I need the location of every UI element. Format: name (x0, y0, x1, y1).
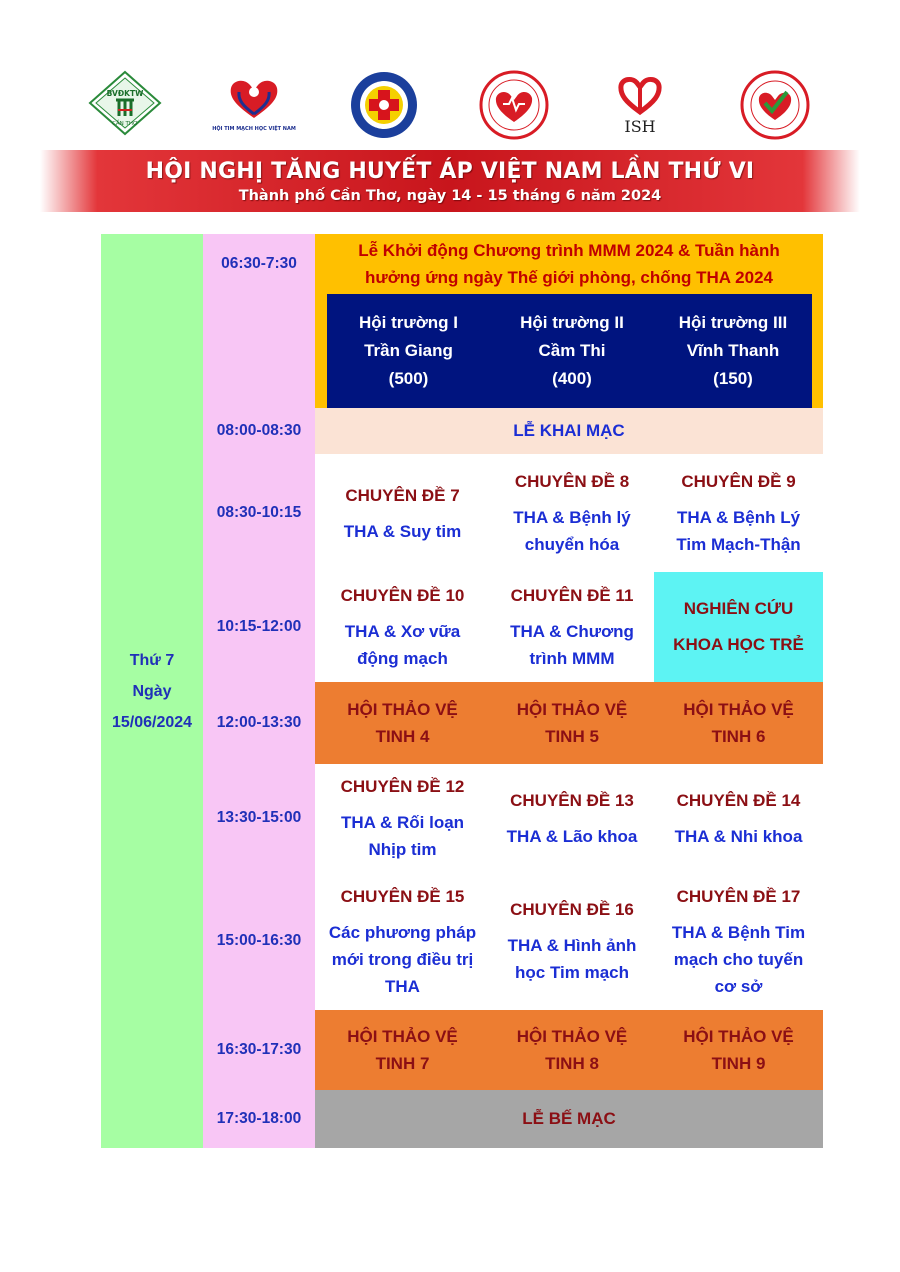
workshop-6-line2: TINH 6 (711, 727, 766, 746)
hall-1-location: Trần Giang (364, 341, 453, 360)
session-15-topic-line3: THA (385, 976, 420, 996)
hall-header-3 (654, 294, 812, 408)
session-16 (490, 872, 654, 1010)
session-9-title: CHUYÊN ĐỀ 9 (681, 472, 796, 491)
session-11-topic-line1: THA & Chương (510, 622, 634, 641)
conference-title: HỘI NGHỊ TĂNG HUYẾT ÁP VIỆT NAM LẦN THỨ VI (145, 159, 755, 184)
hall-2-capacity: (400) (552, 369, 592, 388)
session-9-topic-line1: THA & Bệnh Lý (676, 508, 801, 527)
bvdktw-can-tho-logo (88, 70, 162, 136)
session-12-topic-line1: THA & Rối loạn (340, 813, 465, 832)
hall-header-2 (490, 294, 654, 408)
workshop-5-line2: TINH 5 (545, 727, 599, 746)
hall-3-capacity: (150) (713, 369, 753, 388)
satellite-workshop-4 (315, 682, 490, 764)
hall-2-location: Cầm Thi (538, 341, 606, 360)
session-11-topic-line2: trình MMM (529, 649, 615, 668)
session-16-topic-line2: học Tim mạch (515, 963, 629, 982)
session-10-topic-line1: THA & Xơ vữa (344, 622, 461, 641)
time-slot-1: 06:30-7:30 (221, 255, 297, 272)
session-12 (315, 764, 490, 872)
session-8-title: CHUYÊN ĐỀ 8 (514, 472, 630, 491)
session-8-topic-line2: chuyển hóa (524, 535, 620, 554)
session-15-title: CHUYÊN ĐỀ 15 (340, 886, 465, 906)
svg-text:ISH: ISH (624, 117, 656, 136)
session-13-topic: THA & Lão khoa (506, 826, 638, 846)
workshop-9-line1: HỘI THẢO VỆ (683, 1027, 794, 1046)
workshop-5-line1: HỘI THẢO VỆ (516, 700, 628, 719)
hoi-tim-mach-hoc-logo (212, 70, 296, 136)
satellite-workshop-9 (654, 1010, 823, 1090)
session-10-topic-line2: động mạch (357, 649, 448, 668)
workshop-7-line2: TINH 7 (375, 1054, 430, 1073)
session-11-title: CHUYÊN ĐỀ 11 (510, 586, 634, 605)
workshop-9-line2: TINH 9 (711, 1054, 766, 1073)
time-slot-8: 16:30-17:30 (216, 1041, 302, 1058)
session-17-topic-line2: mạch cho tuyến (673, 949, 804, 969)
session-13-title: CHUYÊN ĐỀ 13 (510, 790, 634, 810)
hall-3-location: Vĩnh Thanh (686, 341, 780, 360)
conference-banner (40, 150, 860, 212)
satellite-workshop-6 (654, 682, 823, 764)
session-15 (315, 872, 490, 1010)
closing-ceremony: LỄ BẾ MẠC (315, 1090, 823, 1148)
session-8 (490, 454, 654, 572)
session-17-topic-line1: THA & Bệnh Tim (671, 922, 806, 942)
satellite-workshop-5 (490, 682, 654, 764)
session-10 (315, 572, 490, 682)
session-9 (654, 454, 823, 572)
session-11 (490, 572, 654, 682)
satellite-workshop-8 (490, 1010, 654, 1090)
workshop-4-line2: TINH 4 (375, 727, 430, 746)
hoi-tang-huyet-ap-logo (477, 70, 551, 140)
time-slot-7: 15:00-16:30 (216, 932, 302, 949)
workshop-7-line1: HỘI THẢO VỆ (347, 1027, 458, 1046)
workshop-8-line1: HỘI THẢO VỆ (516, 1027, 628, 1046)
mmm-event-line1: Lễ Khởi động Chương trình MMM 2024 & Tuần hành (358, 241, 780, 260)
day-label: Ngày (132, 682, 172, 700)
mmm-event-line2: hưởng ứng ngày Thế giới phòng, chống THA 2024 (365, 268, 773, 287)
day-cell (101, 234, 203, 1148)
hall-3-name: Hội trường III (678, 313, 788, 332)
hoi-tim-mach-can-tho-logo (738, 70, 812, 140)
session-17 (654, 872, 823, 1010)
session-12-topic-line2: Nhịp tim (368, 840, 437, 859)
session-17-topic-line3: cơ sở (714, 976, 763, 996)
svg-text:CẦN THƠ: CẦN THƠ (112, 121, 138, 127)
time-slot-6: 13:30-15:00 (216, 809, 302, 826)
opening-ceremony: LỄ KHAI MẠC (315, 408, 823, 454)
hall-2-name: Hội trường II (520, 313, 624, 332)
session-14 (654, 764, 823, 872)
session-8-topic-line1: THA & Bệnh lý (513, 508, 631, 527)
session-13 (490, 764, 654, 872)
dai-hoc-y-duoc-can-tho-logo (347, 70, 421, 140)
workshop-6-line1: HỘI THẢO VỆ (683, 700, 794, 719)
svg-text:BVĐKTW: BVĐKTW (106, 89, 144, 98)
time-slot-4: 10:15-12:00 (216, 618, 302, 635)
time-slot-5: 12:00-13:30 (216, 714, 302, 731)
mmm-event-text (315, 234, 823, 294)
session-9-topic-line2: Tim Mạch-Thận (676, 535, 801, 554)
workshop-4-line1: HỘI THẢO VỆ (347, 700, 458, 719)
session-10-title: CHUYÊN ĐỀ 10 (340, 586, 465, 605)
day-weekday: Thứ 7 (129, 651, 175, 669)
young-research-line2: KHOA HỌC TRẺ (673, 635, 804, 654)
time-slot-2: 08:00-08:30 (216, 422, 302, 439)
young-research-session (654, 572, 823, 682)
hall-1-name: Hội trường I (359, 313, 458, 332)
session-7-topic: THA & Suy tim (343, 521, 462, 541)
session-12-title: CHUYÊN ĐỀ 12 (340, 777, 465, 796)
session-15-topic-line1: Các phương pháp (328, 922, 477, 942)
logo-row (0, 70, 900, 145)
session-14-title: CHUYÊN ĐỀ 14 (676, 790, 801, 810)
session-15-topic-line2: mới trong điều trị (331, 949, 474, 969)
hall-header-1 (327, 294, 490, 408)
conference-subtitle: Thành phố Cần Thơ, ngày 14 - 15 tháng 6 năm 2024 (238, 188, 662, 204)
svg-text:HỘI TIM MẠCH HỌC VIỆT NAM: HỘI TIM MẠCH HỌC VIỆT NAM (212, 126, 296, 132)
session-7-title: CHUYÊN ĐỀ 7 (345, 485, 460, 505)
time-slot-3: 08:30-10:15 (216, 504, 302, 521)
session-16-title: CHUYÊN ĐỀ 16 (510, 900, 634, 919)
session-17-title: CHUYÊN ĐỀ 17 (676, 886, 801, 906)
hall-1-capacity: (500) (388, 369, 429, 388)
workshop-8-line2: TINH 8 (545, 1054, 599, 1073)
day-date: 15/06/2024 (111, 713, 193, 731)
session-14-topic: THA & Nhi khoa (674, 826, 803, 846)
session-7 (315, 454, 490, 572)
young-research-line1: NGHIÊN CỨU (683, 599, 794, 618)
schedule-table (101, 234, 823, 1148)
session-16-topic-line1: THA & Hình ảnh (507, 936, 637, 955)
ish-logo (608, 70, 672, 136)
satellite-workshop-7 (315, 1010, 490, 1090)
time-slot-9: 17:30-18:00 (216, 1110, 302, 1127)
